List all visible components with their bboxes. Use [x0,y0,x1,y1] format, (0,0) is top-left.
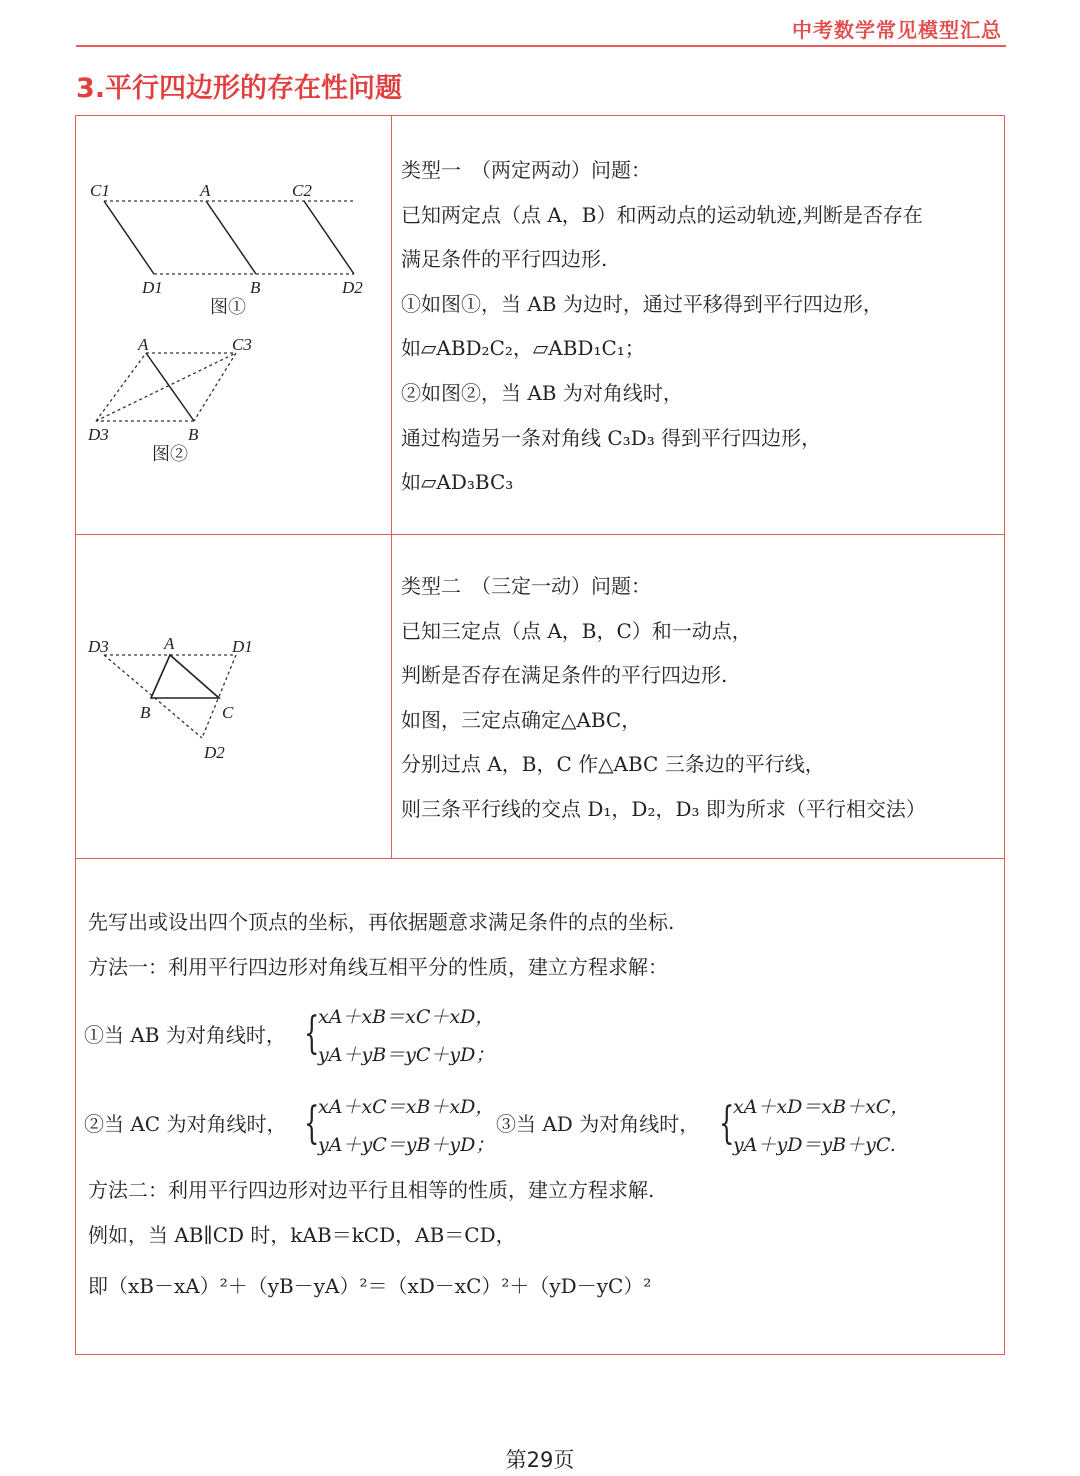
case1-system [304,994,504,1074]
fig3-label-a: A [164,634,175,653]
column-divider [391,116,392,858]
fig1-label-b: B [250,278,261,297]
fig3-line-d1d2 [202,655,236,738]
case3-eq2: yA＋yD＝yB＋yC. [733,1134,896,1156]
fig3-label-d3: D3 [88,637,109,656]
cell3-intro: 先写出或设出四个顶点的坐标，再依据题意求满足条件的点的坐标. [88,910,675,934]
fig2-caption: 图② [152,444,188,464]
fig2-label-d3: D3 [88,425,109,444]
cell1-line-2: 已知两定点（点 A，B）和两动点的运动轨迹,判断是否存在 [401,202,923,227]
fig1-label-d1: D1 [142,278,163,297]
cell1-line-4: ①如图①，当 AB 为边时，通过平移得到平行四边形， [401,291,883,316]
fig2-line-d3a [96,353,146,421]
fig3-label-d2: D2 [204,743,225,762]
case1-label: ①当 AB 为对角线时， [84,1023,286,1047]
fig3-label-c: C [222,703,234,722]
page-number: 第29页 [505,1448,575,1472]
case2-label: ②当 AC 为对角线时， [84,1112,287,1136]
row-divider-1 [76,534,1004,535]
fig2-diagonal-ab [146,353,194,421]
cell1-line-8: 如▱AD₃BC₃ [401,470,514,495]
fig1-seg-ab [206,201,256,274]
cell2-line-2: 已知三定点（点 A，B，C）和一动点， [401,618,752,643]
fig1-seg-c2d2 [304,201,354,274]
content-table [75,115,1005,1355]
cell1-line-3: 满足条件的平行四边形. [401,247,608,272]
case2-eq1: xA＋xC＝xB＋xD， [318,1096,495,1118]
case3-brace: { [719,1098,735,1149]
case1-eq2: yA＋yB＝yC＋yD； [318,1044,495,1066]
case2-brace: { [304,1098,320,1149]
fig1-label-a: A [200,181,211,200]
cell2-line-4: 如图，三定点确定△ABC， [401,707,642,732]
cell1-line-5: 如▱ABD₂C₂，▱ABD₁C₁； [401,336,645,361]
case3-eq1: xA＋xD＝xB＋xC， [733,1096,910,1118]
fig1-label-c2: C2 [292,181,312,200]
figure-2 [84,336,284,466]
cell2-line-5: 分别过点 A，B，C 作△ABC 三条边的平行线， [401,752,825,777]
cell3-formula: 即（xB－xA）²＋（yB－yA）²＝（xD－xC）²＋（yD－yC）² [88,1274,652,1298]
case3-label: ③当 AD 为对角线时， [496,1112,700,1136]
fig3-triangle-abc [151,655,219,698]
cell1-line-7: 通过构造另一条对角线 C₃D₃ 得到平行四边形， [401,425,822,450]
fig3-line-d3d2 [104,655,202,738]
cell1-text [401,148,923,505]
header-divider [76,45,1006,47]
fig1-caption: 图① [210,297,246,317]
row-divider-2 [76,858,1004,859]
case1-eq1: xA＋xB＝xC＋xD， [318,1006,495,1028]
section-title: 3.平行四边形的存在性问题 [76,73,403,104]
fig1-label-d2: D2 [342,278,363,297]
fig1-seg-c1d1 [104,201,154,274]
figure-3 [84,628,274,763]
cell2-line-1: 类型二 （三定一动）问题： [401,574,651,598]
fig2-label-b: B [188,425,199,444]
fig1-label-c1: C1 [90,181,110,200]
cell3-example: 例如，当 AB∥CD 时，kAB＝kCD，AB＝CD， [88,1223,516,1247]
cell2-text [401,564,926,832]
figure-1 [84,181,374,321]
cell1-line-6: ②如图②，当 AB 为对角线时， [401,380,683,405]
cell3-method1: 方法一：利用平行四边形对角线互相平分的性质，建立方程求解： [88,955,668,979]
cell1-line-1: 类型一 （两定两动）问题： [401,158,651,182]
case1-brace: { [304,1008,320,1059]
fig2-label-c3: C3 [232,336,252,354]
case3-system [719,1084,919,1164]
cell2-line-3: 判断是否存在满足条件的平行四边形. [401,663,728,688]
fig3-label-b: B [140,703,151,722]
case2-system [304,1084,504,1164]
fig2-label-a: A [138,336,149,354]
header-title: 中考数学常见模型汇总 [792,18,1002,42]
fig3-label-d1: D1 [232,637,253,656]
fig2-diagonal-c3d3 [96,353,236,421]
cell2-line-6: 则三条平行线的交点 D₁，D₂，D₃ 即为所求（平行相交法） [401,796,926,821]
cell3-method2: 方法二：利用平行四边形对边平行且相等的性质，建立方程求解. [88,1178,655,1202]
case2-eq2: yA＋yC＝yB＋yD； [318,1134,495,1156]
